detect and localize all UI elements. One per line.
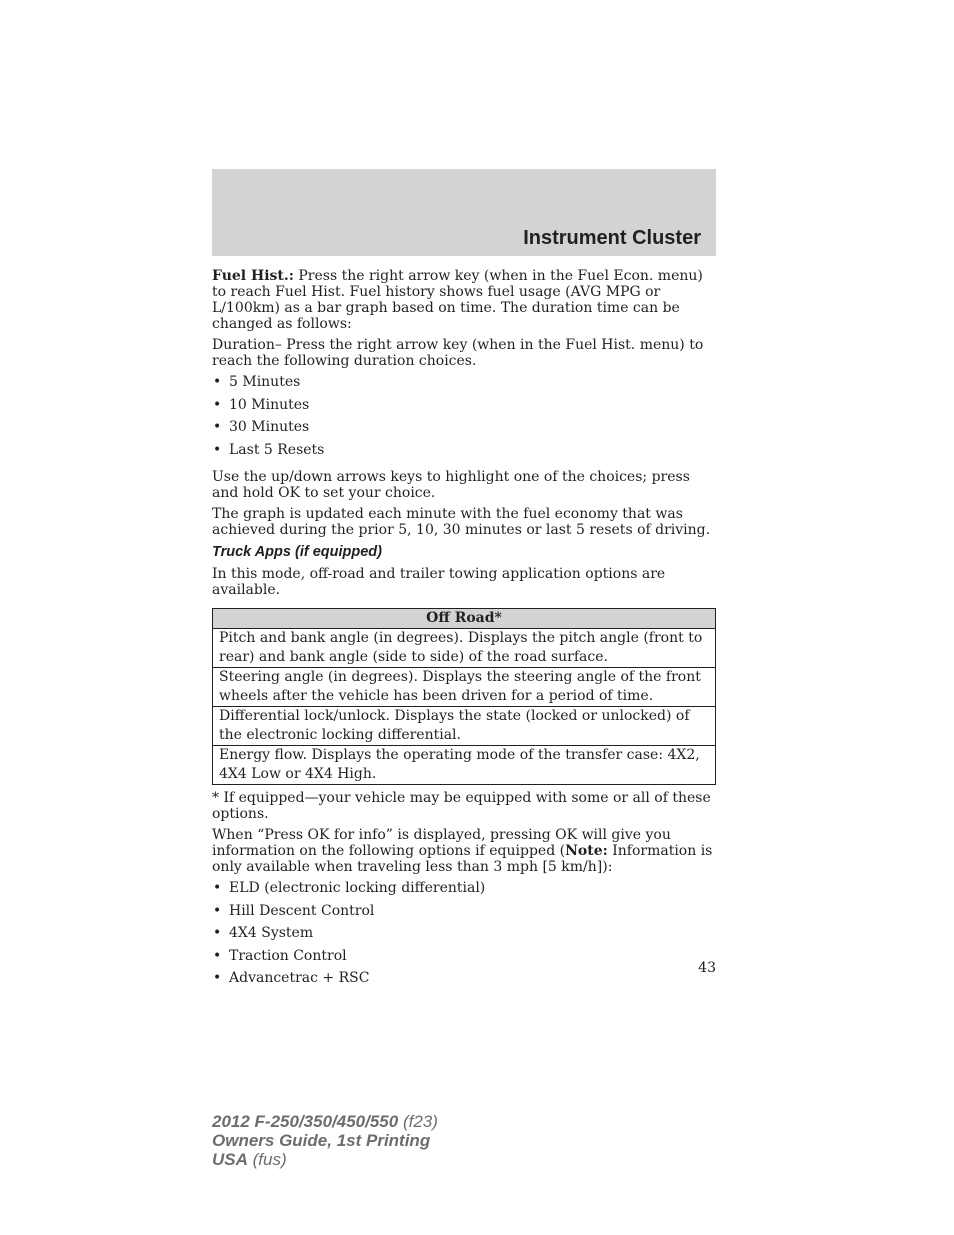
list-item: • 4X4 System: [212, 925, 716, 948]
list-item: • Advancetrac + RSC: [212, 970, 716, 993]
table-header-row: [213, 609, 716, 629]
footer-line-2: Owners Guide, 1st Printing: [212, 1131, 431, 1150]
footer-line-3: [212, 1150, 438, 1169]
table-cell: Steering angle (in degrees). Displays the steering angle of the front wheels after the vehicle has been driven for a period of time.: [213, 668, 716, 707]
truck-apps-intro: In this mode, off-road and trailer towing application options are available.: [212, 566, 666, 598]
press-ok-options-list: [212, 880, 716, 993]
list-item: • 10 Minutes: [212, 397, 716, 420]
page-content: [212, 268, 716, 998]
press-ok-paragraph: [212, 827, 716, 875]
footer-model: 2012 F-250/350/450/550: [212, 1112, 399, 1131]
section-title: Instrument Cluster: [523, 227, 701, 249]
list-item: • Last 5 Resets: [212, 442, 716, 465]
press-ok-text-after: Information is only available when traveling less than 3 mph [5 km/h]):: [212, 843, 713, 875]
footnote: * If equipped—your vehicle may be equipped with some or all of these options.: [212, 790, 711, 822]
note-label: Note:: [565, 843, 608, 859]
page-number: 43: [698, 960, 716, 976]
table-row: [213, 707, 716, 746]
table-row: [213, 629, 716, 668]
table-cell: Differential lock/unlock. Displays the state (locked or unlocked) of the electronic locking differential.: [213, 707, 716, 746]
fuel-hist-paragraph: [212, 268, 716, 332]
document-footer: [212, 1112, 438, 1169]
duration-choices-list: [212, 374, 716, 464]
footer-model-code: (f23): [398, 1112, 438, 1131]
fuel-hist-text: Press the right arrow key (when in the Fuel Econ. menu) to reach Fuel Hist. Fuel history shows fuel usage (AVG MPG or L/100km) as a bar graph based on time. The duration time can be changed as follows:: [212, 268, 703, 332]
list-item: • 5 Minutes: [212, 374, 716, 397]
truck-apps-heading: Truck Apps (if equipped): [212, 544, 382, 560]
list-item: • ELD (electronic locking differential): [212, 880, 716, 903]
off-road-table: [212, 608, 716, 785]
section-header-band: [212, 169, 716, 256]
table-cell: Energy flow. Displays the operating mode of the transfer case: 4X2, 4X4 Low or 4X4 High.: [213, 746, 716, 785]
duration-paragraph: Duration– Press the right arrow key (when in the Fuel Hist. menu) to reach the following duration choices.: [212, 337, 704, 369]
graph-paragraph: The graph is updated each minute with the fuel economy that was achieved during the prior 5, 10, 30 minutes or last 5 resets of driving.: [212, 506, 711, 538]
table-cell: Pitch and bank angle (in degrees). Displays the pitch angle (front to rear) and bank angle (side to side) of the road surface.: [213, 629, 716, 668]
list-item: • Hill Descent Control: [212, 903, 716, 926]
table-row: [213, 746, 716, 785]
instruction-paragraph: Use the up/down arrows keys to highlight one of the choices; press and hold OK to set your choice.: [212, 469, 690, 501]
list-item: • 30 Minutes: [212, 419, 716, 442]
list-item: • Traction Control: [212, 948, 716, 971]
table-row: [213, 668, 716, 707]
fuel-hist-label: Fuel Hist.:: [212, 268, 294, 284]
footer-market: USA: [212, 1150, 248, 1169]
footer-market-code: (fus): [247, 1150, 287, 1169]
footer-line-1: [212, 1112, 438, 1131]
press-ok-text-before: When “Press OK for info” is displayed, pressing OK will give you information on the following options if equipped (: [212, 827, 671, 859]
off-road-header: Off Road*: [213, 609, 716, 629]
